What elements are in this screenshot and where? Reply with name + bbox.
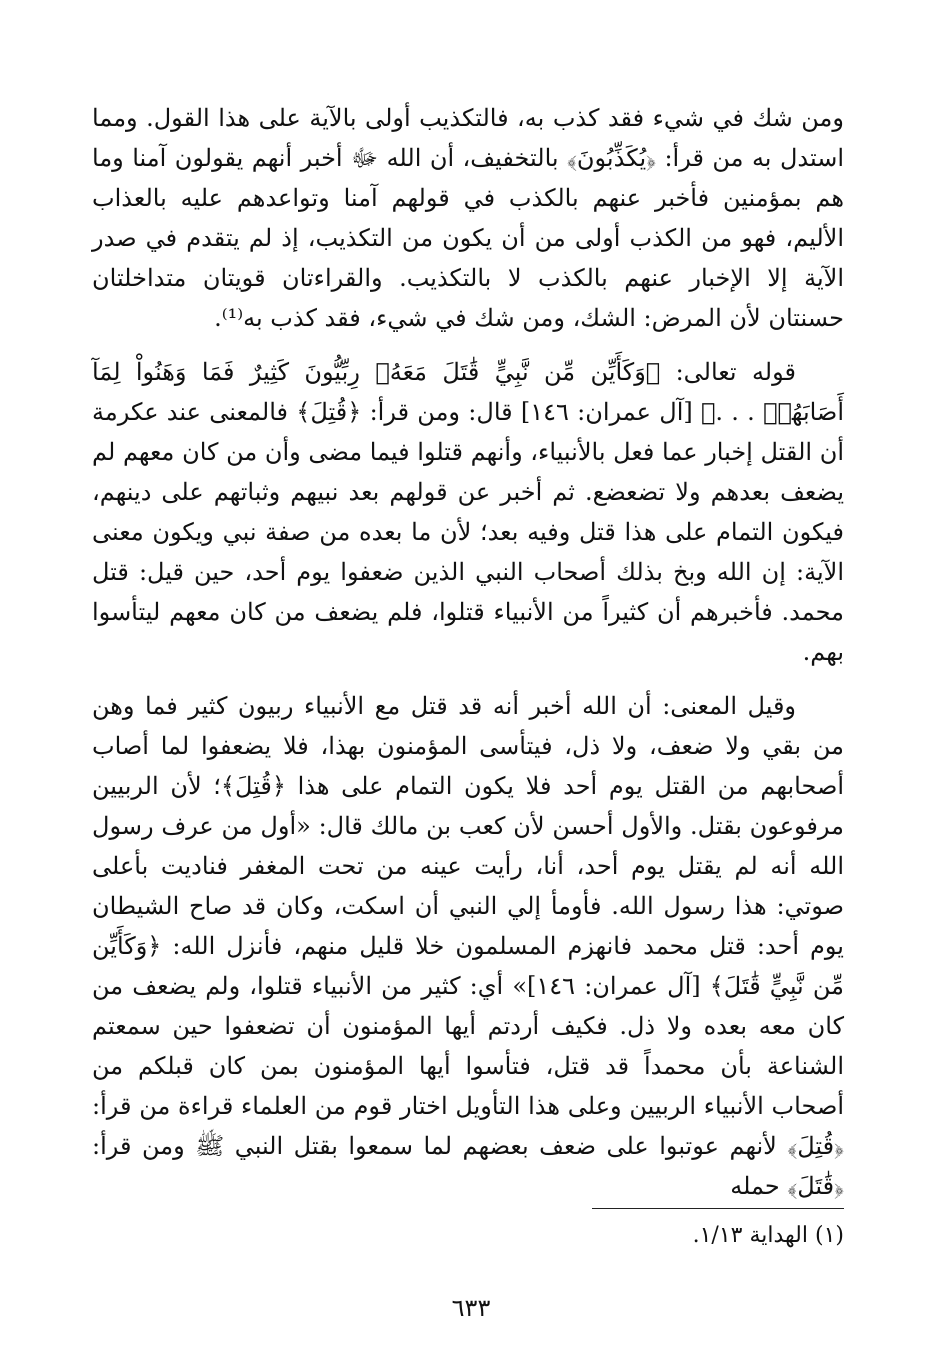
footnote-divider — [592, 1208, 844, 1209]
paragraph: قوله تعالى: ﴿وَكَأَيِّن مِّن نَّبِيٍّ قَٰتَلَ مَعَهُۥ رِبِّيُّونَ كَثِيرٌ فَمَا وَهَنُواْ لِمَآ أَصَابَهُمۡ . . .﴾ [آل عمران: ١٤٦] قال: ومن قرأ: ﴿قُتِلَ﴾ فالمعنى عند عكرمة أن القتل إخبار عما فعل بالأنبياء، وأنهم قتلوا فيما مضى وأن من كان معهم لم يضعف بعدهم ولا تضعضع. ثم أخبر عن قولهم بعد نبيهم وثباتهم على دينهم، فيكون التمام على هذا قتل وفيه بعد؛ لأن ما بعده من صفة نبي ويكون معنى الآية: إن الله وبخ بذلك أصحاب النبي الذين ضعفوا يوم أحد، حين قيل: قتل محمد. فأخبرهم أن كثيراً من الأنبياء قتلوا، فلم يضعف من كان معهم ليتأسوا بهم. — [92, 358, 844, 666]
footnote: (١) الهداية ١/١٣. — [692, 1223, 844, 1248]
paragraph: ومن شك في شيء فقد كذب به، فالتكذيب أولى بالآية على هذا القول. ومما استدل به من قرأ: ﴿يُكَذِّبُونَ﴾ بالتخفيف، أن الله ﷻ أخبر أنهم يقولون آمنا وما هم بمؤمنين فأخبر عنهم بالكذب في قولهم آمنا وتواعدهم عليه بالعذاب الأليم، فهو من الكذب أولى من أن يكون من التكذيب، إذ لم يتقدم في صدر الآية إلا الإخبار عنهم بالكذب لا بالتكذيب. والقراءتان قويتان متداخلتان حسنتان لأن المرض: الشك، ومن شك في شيء، فقد كذب به⁽¹⁾. — [92, 104, 845, 332]
page-number: ٦٣٣ — [451, 1294, 491, 1322]
body-text — [92, 98, 844, 1220]
paragraph: وقيل المعنى: أن الله أخبر أنه قد قتل مع الأنبياء ربيون كثير فما وهن من بقي ولا ضعف، ولا ذل، فيتأسى المؤمنون بهذا، فلا يضعفوا لما أصاب أصحابهم من القتل يوم أحد فلا يكون التمام على هذا ﴿قُتِلَ﴾؛ لأن الربيين مرفوعون بقتل. والأول أحسن لأن كعب بن مالك قال: «أول من عرف رسول الله أنه لم يقتل يوم أحد، أنا، رأيت عينه من تحت المغفر فناديت بأعلى صوتي: هذا رسول الله. فأومأ إلي النبي أن اسكت، وكان قد صاح الشيطان يوم أحد: قتل محمد فانهزم المسلمون خلا قليل منهم، فأنزل الله: ﴿وَكَأَيِّن مِّن نَّبِيٍّ قَٰتَلَ﴾ [آل عمران: ١٤٦]» أي: كثير من الأنبياء قتلوا، ولم يضعف من كان معه بعده ولا ذل. فكيف أردتم أيها المؤمنون أن تضعفوا حين سمعتم الشناعة بأن محمداً قد قتل، فتأسوا أيها المؤمنون بمن كان قبلكم من أصحاب الأنبياء الربيين وعلى هذا التأويل اختار قوم من العلماء قراءة من قرأ: ﴿قُتِلَ﴾ لأنهم عوتبوا على ضعف بعضهم لما سمعوا بقتل النبي ﷺ ومن قرأ: ﴿قَٰتَلَ﴾ حمله — [92, 692, 844, 1200]
